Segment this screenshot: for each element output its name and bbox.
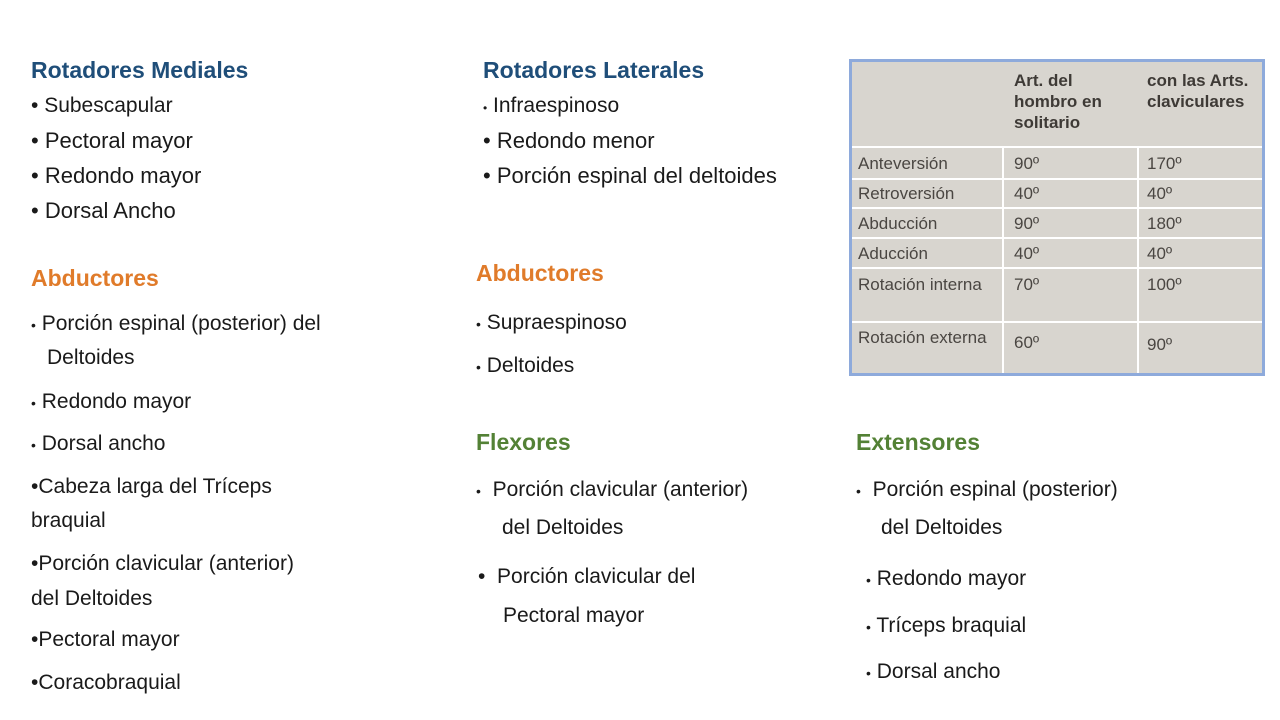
list-item: • Deltoides xyxy=(476,354,575,377)
row-movement: Rotación externa xyxy=(858,328,987,347)
list-item: • Supraespinoso xyxy=(476,311,627,334)
list-item: • Porción espinal (posterior) xyxy=(856,478,1118,501)
list-item: • Redondo mayor xyxy=(31,390,192,413)
list-item: •Porción clavicular (anterior) xyxy=(31,552,294,575)
row-solo: 60º xyxy=(1014,333,1040,352)
list-item: • Tríceps braquial xyxy=(866,614,1027,637)
list-item: • Dorsal Ancho xyxy=(31,198,176,223)
row-movement: Anteversión xyxy=(858,154,948,173)
list-item: • Porción espinal (posterior) del xyxy=(31,312,321,335)
list-item-continuation: del Deltoides xyxy=(502,516,624,539)
list-item-continuation: Pectoral mayor xyxy=(503,604,645,627)
extensores-heading: Extensores xyxy=(856,429,981,455)
list-item: • Porción clavicular (anterior) xyxy=(476,478,749,501)
rotadores-mediales-heading: Rotadores Mediales xyxy=(31,57,249,83)
list-item-continuation: Deltoides xyxy=(47,346,135,369)
list-item: • Dorsal ancho xyxy=(866,660,1001,683)
row-clav: 90º xyxy=(1147,335,1173,354)
list-item-continuation: braquial xyxy=(31,509,106,532)
list-item: • Porción espinal del deltoides xyxy=(483,163,777,188)
header-clav: con las Arts. claviculares xyxy=(1147,71,1249,111)
list-item-continuation: del Deltoides xyxy=(881,516,1003,539)
list-item: • Pectoral mayor xyxy=(31,128,193,153)
row-movement: Rotación interna xyxy=(858,275,982,294)
row-movement: Abducción xyxy=(858,214,938,233)
list-item: • Subescapular xyxy=(31,94,173,117)
row-solo: 40º xyxy=(1014,184,1040,203)
list-item: • Porción clavicular del xyxy=(478,565,696,588)
list-item: • Infraespinoso xyxy=(483,94,620,117)
range-of-motion-table xyxy=(849,59,1265,376)
rotadores-laterales-heading: Rotadores Laterales xyxy=(483,57,705,83)
row-clav: 40º xyxy=(1147,244,1173,263)
row-solo: 70º xyxy=(1014,275,1040,294)
row-clav: 40º xyxy=(1147,184,1173,203)
flexores-heading: Flexores xyxy=(476,429,571,455)
row-solo: 90º xyxy=(1014,154,1040,173)
row-solo: 90º xyxy=(1014,214,1040,233)
list-item: • Redondo mayor xyxy=(866,567,1027,590)
row-solo: 40º xyxy=(1014,244,1040,263)
abductores-left-heading: Abductores xyxy=(31,265,159,291)
list-item: • Redondo menor xyxy=(483,128,655,153)
row-movement: Aducción xyxy=(858,244,928,263)
row-movement: Retroversión xyxy=(858,184,955,203)
row-clav: 100º xyxy=(1147,275,1182,294)
list-item: •Coracobraquial xyxy=(31,671,181,694)
list-item: •Pectoral mayor xyxy=(31,628,180,651)
row-clav: 180º xyxy=(1147,214,1182,233)
row-clav: 170º xyxy=(1147,154,1182,173)
list-item: • Redondo mayor xyxy=(31,163,202,188)
list-item: •Cabeza larga del Tríceps xyxy=(31,475,272,498)
header-solo: Art. del hombro en solitario xyxy=(1014,71,1102,132)
abductores-mid-heading: Abductores xyxy=(476,260,604,286)
list-item: • Dorsal ancho xyxy=(31,432,166,455)
list-item-continuation: del Deltoides xyxy=(31,587,153,610)
